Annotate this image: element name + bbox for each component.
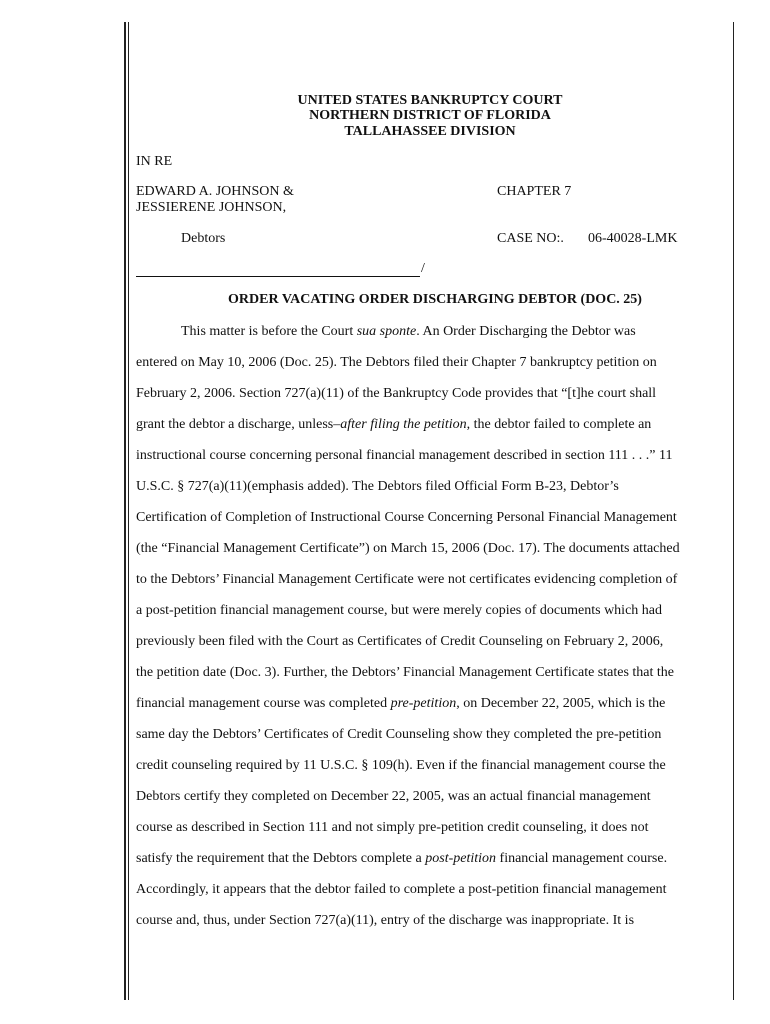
body-line: course and, thus, under Section 727(a)(11), entry of the discharge was inappropriate. It is <box>136 913 635 928</box>
body-text: satisfy the requirement that the Debtors complete a <box>136 851 426 866</box>
body-line: course as described in Section 111 and not simply pre-petition credit counseling, it does not <box>136 820 649 835</box>
in-re-label: IN RE <box>136 154 173 169</box>
debtors-label: Debtors <box>181 231 226 246</box>
body-line: U.S.C. § 727(a)(11)(emphasis added). The Debtors filed Official Form B-23, Debtor’s <box>136 479 619 494</box>
body-line: Certification of Completion of Instructional Course Concerning Personal Financial Management <box>136 510 677 525</box>
body-line: February 2, 2006. Section 727(a)(11) of the Bankruptcy Code provides that “[t]he court shall <box>136 386 657 401</box>
body-text-italic: post-petition <box>425 851 497 866</box>
body-text-italic: after filing the petition <box>340 417 467 432</box>
body-text: financial management course was completed <box>136 696 391 711</box>
body-line: Debtors certify they completed on December 22, 2005, was an actual financial management <box>136 789 651 804</box>
body-line: instructional course concerning personal financial management described in section 111 . . .” 11 <box>136 448 673 463</box>
body-line: Accordingly, it appears that the debtor failed to complete a post-petition financial management <box>136 882 667 897</box>
court-name: UNITED STATES BANKRUPTCY COURT <box>297 93 563 108</box>
body-text: grant the debtor a discharge, unless– <box>136 417 341 432</box>
body-line: previously been filed with the Court as Certificates of Credit Counseling on February 2, 2006, <box>136 634 664 649</box>
body-line: credit counseling required by 11 U.S.C. § 109(h). Even if the financial management course the <box>136 758 666 773</box>
body-line: entered on May 10, 2006 (Doc. 25). The Debtors filed their Chapter 7 bankruptcy petition on <box>136 355 657 370</box>
order-title: ORDER VACATING ORDER DISCHARGING DEBTOR (DOC. 25) <box>228 292 642 307</box>
body-line <box>181 324 636 340</box>
body-text: , on December 22, 2005, which is the <box>456 696 666 711</box>
court-district: NORTHERN DISTRICT OF FLORIDA <box>309 108 551 123</box>
caption-slash: / <box>421 261 425 276</box>
body-text: , the debtor failed to complete an <box>466 417 652 432</box>
body-text: financial management course. <box>496 851 668 866</box>
right-margin-rule <box>733 22 734 1000</box>
body-line <box>136 696 665 712</box>
left-margin-rule-thick <box>124 22 126 1000</box>
body-text: This matter is before the Court <box>181 324 357 339</box>
caption-underline <box>136 276 420 277</box>
body-text: . An Order Discharging the Debtor was <box>416 324 636 339</box>
body-line: same day the Debtors’ Certificates of Credit Counseling show they completed the pre-petition <box>136 727 662 742</box>
body-line: a post-petition financial management course, but were merely copies of documents which had <box>136 603 662 618</box>
body-text-italic: sua sponte <box>356 324 417 339</box>
debtor-name-2: JESSIERENE JOHNSON, <box>136 200 287 215</box>
body-line <box>136 417 651 433</box>
case-number-label: CASE NO:. <box>497 231 564 246</box>
debtor-name-1: EDWARD A. JOHNSON & <box>136 184 294 199</box>
body-text-italic: pre-petition <box>390 696 457 711</box>
body-line: to the Debtors’ Financial Management Certificate were not certificates evidencing completion of <box>136 572 678 587</box>
body-line: (the “Financial Management Certificate”) on March 15, 2006 (Doc. 17). The documents attached <box>136 541 680 556</box>
body-line: the petition date (Doc. 3). Further, the Debtors’ Financial Management Certificate states that the <box>136 665 675 680</box>
case-number: 06-40028-LMK <box>588 231 678 246</box>
court-division: TALLAHASSEE DIVISION <box>344 124 516 139</box>
chapter-label: CHAPTER 7 <box>497 184 572 199</box>
body-line <box>136 851 667 867</box>
left-margin-rule-thin <box>128 22 129 1000</box>
